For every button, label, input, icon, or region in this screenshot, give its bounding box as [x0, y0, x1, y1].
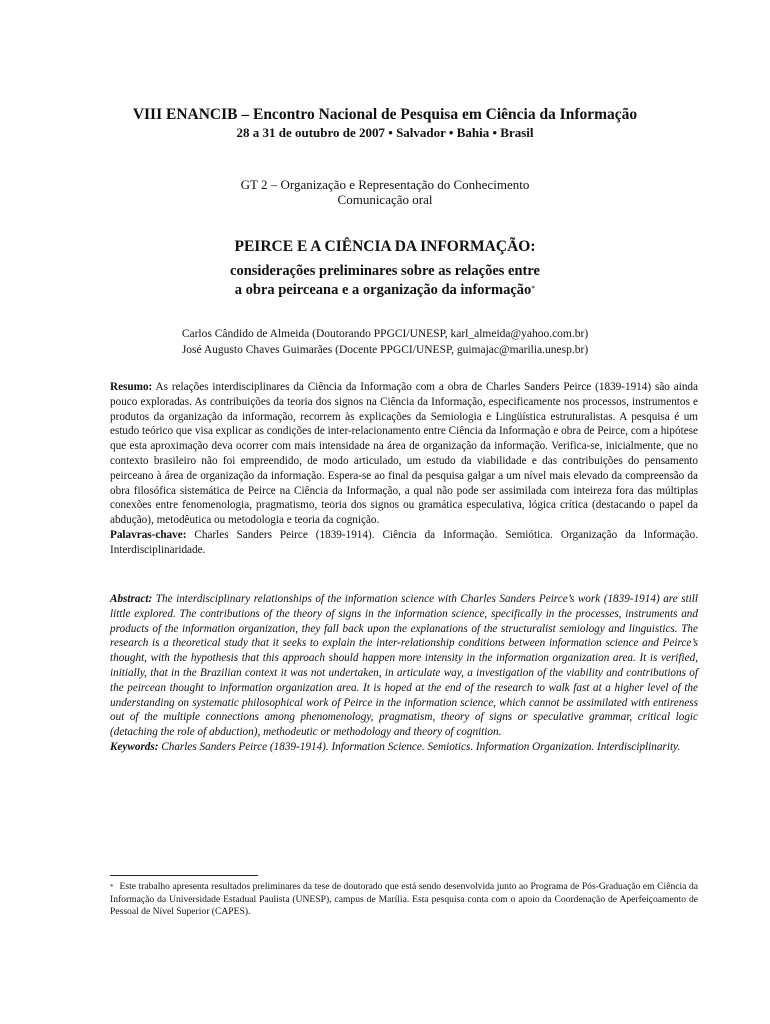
footnote-marker: * — [110, 883, 114, 891]
paper-subtitle-line2-text: a obra peirceana e a organização da informação — [234, 282, 532, 298]
conference-date-location: 28 a 31 de outubro de 2007 • Salvador • Bahia • Brasil — [236, 125, 534, 140]
paper-title: PEIRCE E A CIÊNCIA DA INFORMAÇÃO: — [234, 238, 536, 255]
paper-subtitle — [0, 262, 770, 300]
resumo-section — [110, 380, 698, 558]
abstract-section — [110, 592, 698, 755]
working-group: GT 2 – Organização e Representação do Conhecimento — [240, 177, 530, 192]
palavras-chave-label: Palavras-chave: — [110, 528, 187, 541]
author-1: Carlos Cândido de Almeida (Doutorando PPGCI/UNESP, karl_almeida@yahoo.com.br) — [181, 328, 589, 340]
resumo-paragraph — [110, 380, 698, 528]
conference-title: VIII ENANCIB – Encontro Nacional de Pesquisa em Ciência da Informação — [132, 106, 638, 123]
title-footnote-marker: * — [531, 284, 536, 293]
footnote-text: Este trabalho apresenta resultados preliminares da tese de doutorado que está sendo desenvolvida junto ao Programa de Pós-Graduação em Ciência da Informação da Universidade Estadual Paulista (UNESP), campus de Marília. Esta pesquisa conta com o apoio da Coordenação de Aperfeiçoamento de Pessoal de Nível Superior (CAPES). — [110, 881, 698, 917]
keywords-paragraph — [110, 740, 698, 755]
keywords-text: Charles Sanders Peirce (1839-1914). Information Science. Semiotics. Information Organization. Interdisciplinarity. — [161, 740, 681, 753]
paper-subtitle-line2 — [0, 281, 770, 300]
abstract-text: The interdisciplinary relationships of the information science with Charles Sanders Peirce’s work (1839-1914) are still little explored. The contributions of the theory of signs in the information science, specifically in the processes, instruments and products of the information organization, they fall back upon the explanations of the structuralist semiology and linguistics. The research is a theoretical study that it seeks to explain the inter-relationship conditions between information science and Peirce’s thought, with the hypothesis that this approach should happen more intensity in the information organization area. It is verified, initially, that in the Brazilian context it was not undertaken, in articulate way, a investigation of the viability and contributions of the peircean thought to information organization area. It is hoped at the end of the research to walk fast at a higher level of the understanding on systematic philosophical work of Peirce in the information science, which cannot be assimilated with entireness out of the multiple connections among phenomenology, pragmatism, theory of signs or speculative grammar, critical logic (detaching the role of abduction), methodeutic or methodology and theory of cognition. — [110, 593, 699, 739]
footnote-divider — [110, 875, 258, 876]
abstract-label: Abstract: — [110, 593, 153, 605]
keywords-label: Keywords: — [110, 740, 159, 753]
session-info — [0, 177, 770, 207]
author-list — [0, 326, 770, 358]
paper-subtitle-line1: considerações preliminares sobre as relações entre — [230, 263, 540, 279]
resumo-label: Resumo: — [110, 381, 153, 393]
abstract-paragraph — [110, 592, 698, 740]
palavras-chave-paragraph — [110, 528, 698, 558]
presentation-type: Comunicação oral — [337, 192, 433, 207]
resumo-text: As relações interdisciplinares da Ciência da Informação com a obra de Charles Sanders Peirce (1839-1914) são ainda pouco exploradas. As contribuições da teoria dos signos na Ciência da Informação, especificamente nos processos, instrumentos e produtos da organização da informação, recorrem às explicações da Semiologia e Lingüística estruturalistas. A pesquisa é um estudo teórico que visa explicar as condições de inter-relacionamento entre Ciência da Informação e obra de Peirce, com a hipótese que esta aproximação deva ocorrer com mais intensidade na área de organização da informação. Verifica-se, inicialmente, que no contexto brasileiro não foi empreendido, de modo articulado, um estudo da viabilidade e das contribuições do pensamento peirceano à área de organização da informação. Espera-se ao final da pesquisa galgar a um nível mais elevado da compreensão da obra filosófica sistemática de Peirce na Ciência da Informação, a qual não pode ser assimilada com inteireza fora das múltiplas conexões entre fenomenologia, pragmatismo, teoria dos signos ou gramática especulativa, lógica crítica (destacando o papel da abdução), metodêutica ou metodologia e teoria da cognição. — [110, 381, 698, 527]
palavras-chave-text: Charles Sanders Peirce (1839-1914). Ciência da Informação. Semiótica. Organização da Informação. Interdisciplinaridade. — [110, 528, 698, 556]
footnote — [110, 881, 698, 919]
author-2: José Augusto Chaves Guimarães (Docente PPGCI/UNESP, guimajac@marilia.unesp.br) — [181, 344, 589, 356]
